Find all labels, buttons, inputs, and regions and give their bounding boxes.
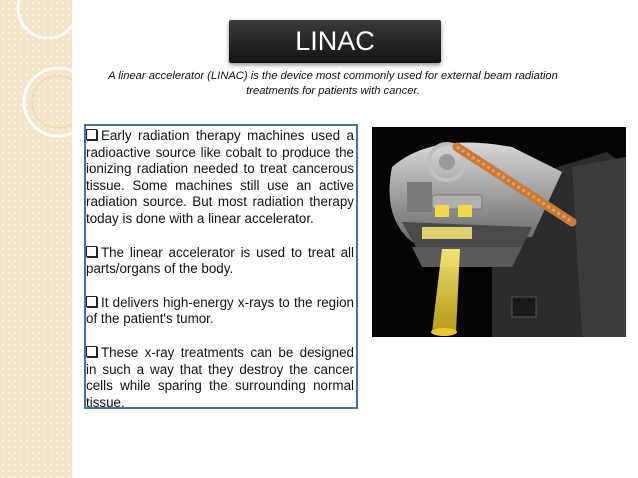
slide-title: LINAC: [229, 20, 441, 63]
bullet-text: These x-ray treatments can be designed in such a way that they destroy the cancer cells while sparing the surrounding normal tissue.: [86, 344, 354, 410]
slide-subtitle: A linear accelerator (LINAC) is the device most commonly used for external beam radiation treatments for patients with cancer.: [108, 70, 558, 97]
bullet-item: [86, 295, 354, 328]
bullet-item: [86, 245, 354, 278]
checkbox-bullet-icon: [86, 129, 97, 140]
bullet-item: [86, 128, 354, 228]
linac-machine-image: [372, 127, 626, 337]
bullet-text: It delivers high-energy x-rays to the region of the patient's tumor.: [86, 294, 354, 327]
decorative-circles: [0, 0, 72, 478]
linac-illustration: [372, 127, 626, 337]
checkbox-bullet-icon: [86, 246, 97, 257]
decorative-left-strip: [0, 0, 72, 478]
bullet-item: [86, 345, 354, 411]
checkbox-bullet-icon: [86, 346, 97, 357]
bullet-text: Early radiation therapy machines used a radioactive source like cobalt to produce the ionizing radiation needed to treat cancerous tissue. Some machines still use an active radiation source. But most radiation therapy today is done with a linear accelerator.: [86, 128, 354, 226]
bullet-text: The linear accelerator is used to treat all parts/organs of the body.: [86, 244, 354, 277]
checkbox-bullet-icon: [86, 296, 97, 307]
bullet-list: [86, 128, 354, 428]
